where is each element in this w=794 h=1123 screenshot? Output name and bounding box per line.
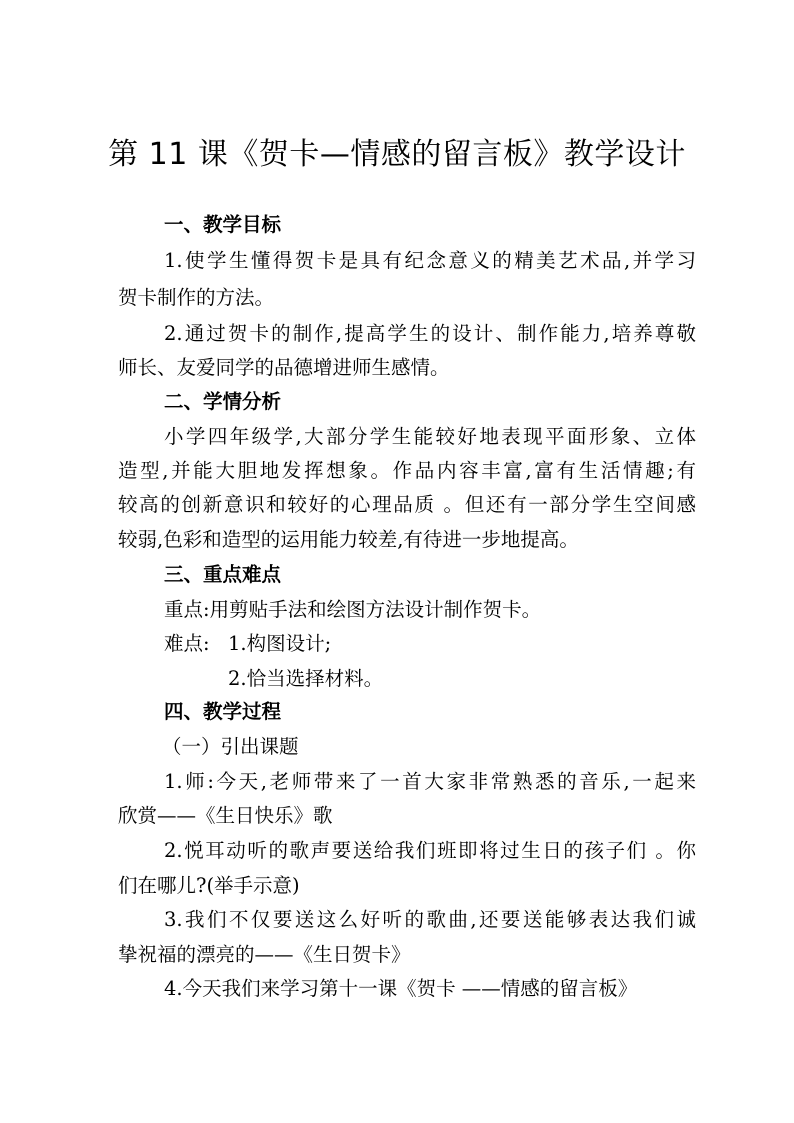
process-item3-line1: 3.我们不仅要送这么好听的歌曲,还要送能够表达我们诚 [164, 908, 696, 931]
process-item1-line1: 1.师:今天,老师带来了一首大家非常熟悉的音乐,一起来 [164, 770, 696, 793]
goals-item2-line1: 2.通过贺卡的制作,提高学生的设计、制作能力,培养尊敬 [164, 322, 696, 345]
key-point-difficulty-label: 难点: [164, 632, 210, 655]
process-item4: 4.今天我们来学习第十一课《贺卡 ——情感的留言板》 [164, 977, 638, 1000]
goals-item1-line2: 贺卡制作的方法。 [118, 286, 275, 309]
section-heading-goals: 一、教学目标 [164, 213, 282, 236]
goals-item1-line1: 1.使学生懂得贺卡是具有纪念意义的精美艺术品,并学习 [164, 249, 696, 272]
key-point-difficulty-2: 2.恰当选择材料。 [228, 667, 384, 690]
key-point-difficulty-1: 1.构图设计; [228, 632, 332, 655]
analysis-line3: 较高的创新意识和较好的心理品质 。但还有一部分学生空间感 [118, 493, 696, 516]
analysis-line2: 造型,并能大胆地发挥想象。作品内容丰富,富有生活情趣;有 [118, 459, 696, 482]
analysis-line1: 小学四年级学,大部分学生能较好地表现平面形象、立体 [164, 425, 696, 448]
process-item1-line2: 欣赏——《生日快乐》歌 [118, 804, 333, 827]
process-item2-line2: 们在哪儿?(举手示意) [118, 874, 300, 897]
process-item2-line1: 2.悦耳动听的歌声要送给我们班即将过生日的孩子们 。你 [164, 839, 696, 862]
document-title: 第 11 课《贺卡—情感的留言板》教学设计 [108, 137, 686, 172]
section-heading-process: 四、教学过程 [164, 700, 282, 723]
section-heading-analysis: 二、学情分析 [164, 390, 282, 413]
analysis-line4: 较弱,色彩和造型的运用能力较差,有待进一步地提高。 [118, 528, 579, 551]
goals-item2-line2: 师长、友爱同学的品德增进师生感情。 [118, 356, 450, 379]
key-point-focus: 重点:用剪贴手法和绘图方法设计制作贺卡。 [164, 598, 542, 621]
process-sub-heading: （一）引出课题 [162, 735, 299, 758]
process-item3-line2: 挚祝福的漂亮的——《生日贺卡》 [118, 943, 411, 966]
section-heading-key-points: 三、重点难点 [164, 563, 282, 586]
